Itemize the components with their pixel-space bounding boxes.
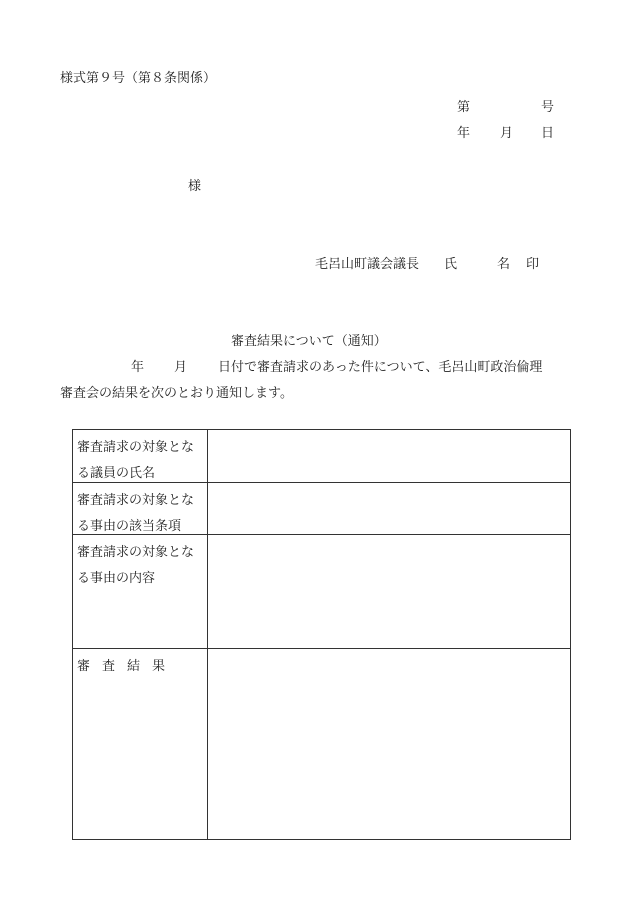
addressee-honorific: 様 xyxy=(188,179,202,194)
table-row xyxy=(73,483,570,535)
body-text-line1: 日付で審査請求のあった件について、毛呂山町政治倫理 xyxy=(218,360,543,375)
document-title: 審査結果について（通知） xyxy=(231,334,387,349)
table-label-line: 審査請求の対象とな xyxy=(77,493,195,508)
date-day-label: 日 xyxy=(541,126,555,141)
document-number-prefix: 第 xyxy=(457,100,471,115)
sender-seal: 印 xyxy=(526,257,540,272)
body-month-label: 月 xyxy=(174,360,188,375)
table-value-cell[interactable] xyxy=(208,649,570,839)
table-row xyxy=(73,649,570,839)
table-label-line: る議員の氏名 xyxy=(77,466,156,481)
sender-name-shi: 氏 xyxy=(444,257,458,272)
table-value-cell[interactable] xyxy=(208,483,570,534)
body-text-line2: 審査会の結果を次のとおり通知します。 xyxy=(60,386,293,401)
table-row xyxy=(73,430,570,483)
table-label-cell xyxy=(73,430,208,482)
table-value-cell[interactable] xyxy=(208,430,570,482)
table-label-cell xyxy=(73,649,208,839)
table-label-line: 審査結果 xyxy=(77,659,178,674)
sender-title: 毛呂山町議会議長 xyxy=(315,257,420,272)
document-number-suffix: 号 xyxy=(541,100,555,115)
date-month-label: 月 xyxy=(500,126,514,141)
table-label-line: 審査請求の対象とな xyxy=(77,545,195,560)
sender-name-mei: 名 xyxy=(497,257,511,272)
form-number: 様式第９号（第８条関係） xyxy=(60,71,217,86)
table-label-line: る事由の内容 xyxy=(77,571,156,586)
result-table xyxy=(72,429,571,840)
table-label-cell xyxy=(73,535,208,648)
date-year-label: 年 xyxy=(457,126,471,141)
table-label-cell xyxy=(73,483,208,534)
table-row xyxy=(73,535,570,649)
table-value-cell[interactable] xyxy=(208,535,570,648)
table-label-line: る事由の該当条項 xyxy=(77,519,182,534)
table-label-line: 審査請求の対象とな xyxy=(77,440,195,455)
body-year-label: 年 xyxy=(131,360,145,375)
